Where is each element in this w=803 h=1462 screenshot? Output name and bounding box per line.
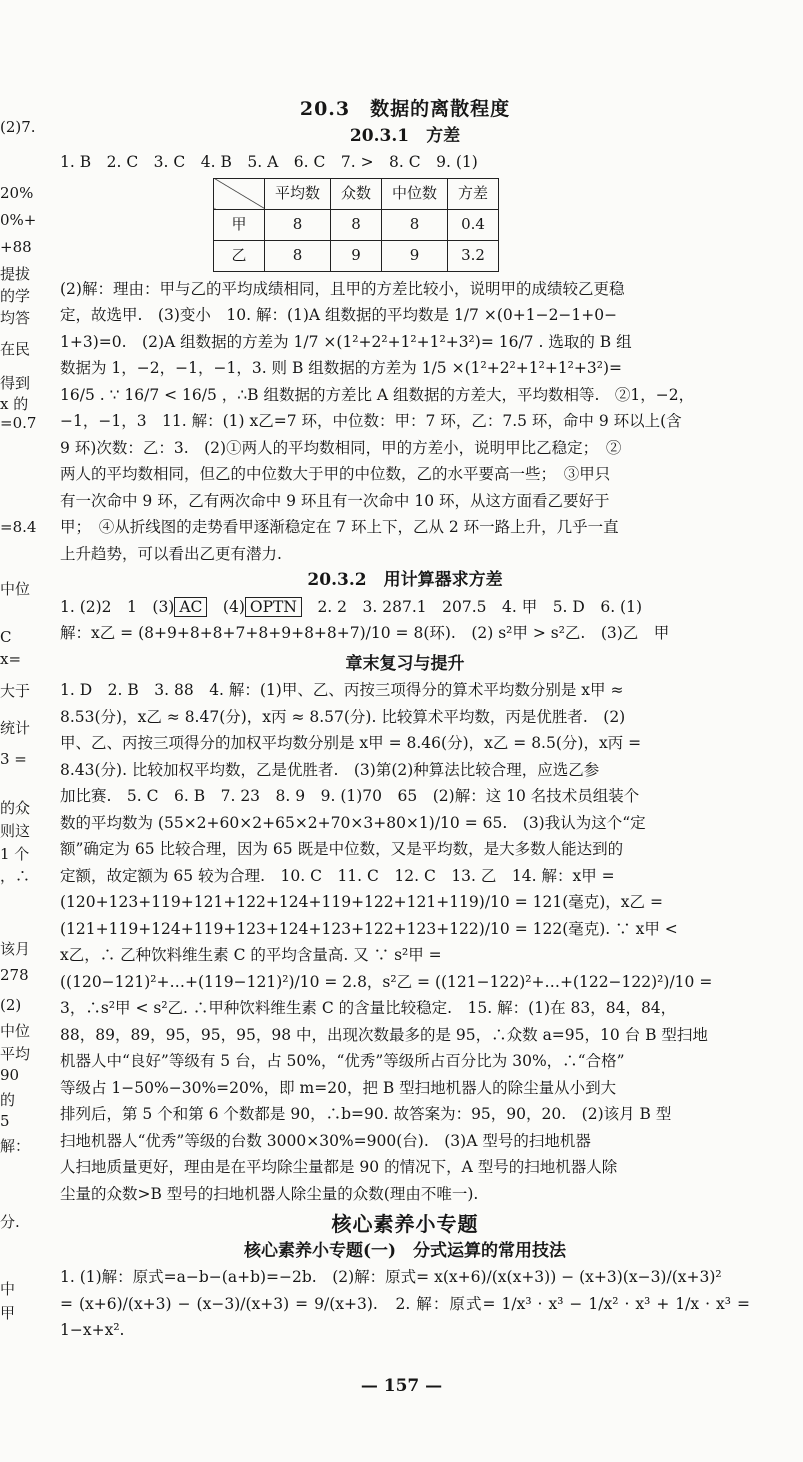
text-line: 两人的平均数相同，但乙的中位数大于甲的中位数，乙的水平要高一些； ③甲只 (60, 465, 611, 483)
margin-fragment: 20% (0, 184, 34, 202)
text-line: x乙，∴ 乙种饮料维生素 C 的平均含量高. 又 ∵ s²甲 = (60, 946, 442, 964)
table-row-label: 乙 (214, 240, 265, 271)
text-line: 1+3)=0. (2)A 组数据的方差为 1/7 ×(1²+2²+1²+1²+3²)= 16/7 . 选取的 B 组 (60, 332, 632, 351)
section-title: 20.3 数据的离散程度 (299, 98, 511, 120)
review-solution-block (60, 677, 750, 1207)
table-cell: 9 (331, 240, 382, 271)
left-margin-fragments (0, 0, 46, 1462)
margin-fragment: 0%+ (0, 211, 37, 229)
text-line: 人扫地质量更好，理由是在平均除尘量都是 90 的情况下，A 型号的扫地机器人除 (60, 1158, 618, 1176)
text-line: 额”确定为 65 比较合理，因为 65 既是中位数，又是平均数，是大多数人能达到的 (60, 840, 624, 858)
core-subsection-title: 核心素养小专题(一) 分式运算的常用技法 (243, 1240, 567, 1261)
margin-fragment: 5 (0, 1112, 10, 1130)
margin-fragment: 解： (0, 1137, 31, 1155)
subsection-variance-title: 20.3.1 方差 (349, 125, 461, 146)
text-line: 等级占 1−50%−30%=20%，即 m=20，把 B 型扫地机器人的除尘量从小到大 (60, 1078, 617, 1097)
answer-text: (4) (207, 597, 245, 616)
text-line: (2)解：理由：甲与乙的平均成绩相同，且甲的方差比较小，说明甲的成绩较乙更稳 (60, 279, 625, 298)
text-line: 数的平均数为 (55×2+60×2+65×2+70×3+80×1)/10 = 65. (3)我认为这个“定 (60, 813, 646, 832)
text-line: 甲； ④从折线图的走势看甲逐渐稳定在 7 环上下，乙从 2 环一路上升，几乎一直 (60, 518, 619, 536)
table-cell: 3.2 (448, 240, 499, 271)
calculator-key-ac: AC (174, 597, 207, 617)
text-line: 数据为 1，−2，−1，−1，3. 则 B 组数据的方差为 1/5 ×(1²+2²+1²+1²+3²)= (60, 359, 622, 377)
margin-fragment: 大于 (0, 682, 31, 700)
table-row (214, 240, 499, 271)
margin-fragment: x= (0, 650, 22, 668)
margin-fragment: 该月 (0, 940, 31, 958)
table-row-label: 甲 (214, 209, 265, 240)
text-line: −1，−1，3 11. 解：(1) x乙=7 环，中位数：甲：7 环，乙：7.5 环，命中 9 环以上(含 (60, 412, 682, 430)
margin-fragment: 统计 (0, 719, 31, 737)
table-corner-cell (214, 178, 265, 209)
review-section-title: 章末复习与提升 (345, 653, 465, 674)
text-line: = (x+6)/(x+3) − (x−3)/(x+3) = 9/(x+3). 2. 解：原式= 1/x³ · x³ − 1/x² · x³ + 1/x · x³ = 1−x+x². (60, 1294, 750, 1339)
margin-fragment: 则这 (0, 822, 31, 840)
text-line: 3，∴s²甲 < s²乙. ∴甲种饮料维生素 C 的含量比较稳定. 15. 解：(1)在 83，84，84， (60, 999, 677, 1017)
margin-fragment: 278 (0, 966, 29, 984)
table-row (214, 209, 499, 240)
margin-fragment: (2) (0, 996, 22, 1014)
calculator-key-optn: OPTN (245, 597, 302, 617)
text-line: 8.43(分). 比较加权平均数，乙是优胜者. (3)第(2)种算法比较合理，应选乙参 (60, 760, 600, 779)
text-line: 8.53(分)，x乙 ≈ 8.47(分)，x丙 ≈ 8.57(分). 比较算术平均数，丙是优胜者. (2) (60, 707, 626, 726)
text-line: 尘量的众数>B 型号的扫地机器人除尘量的众数(理由不唯一). (60, 1184, 479, 1203)
text-line: 88，89，89，95，95，95，98 中，出现次数最多的是 95，∴众数 a=95，10 台 B 型扫地 (60, 1025, 708, 1044)
margin-fragment: 在民 (0, 340, 31, 358)
answers-line (60, 594, 750, 621)
answer-text: 1. (2)2 1 (3) (60, 597, 175, 616)
text-line: 定额，故定额为 65 较为合理. 10. C 11. C 12. C 13. 乙 14. 解：x甲 = (60, 866, 615, 885)
margin-fragment: (2)7. (0, 118, 36, 136)
margin-fragment: +88 (0, 238, 32, 256)
table-header-row (214, 178, 499, 209)
margin-fragment: x 的 (0, 395, 29, 413)
text-line: (121+119+124+119+123+124+123+122+123+122)/10 = 122(毫克). ∵ x甲 < (60, 919, 678, 938)
margin-fragment: 平均 (0, 1045, 31, 1063)
text-line: 16/5 . ∵ 16/7 < 16/5 ，∴B 组数据的方差比 A 组数据的方差大，平均数相等. ②1，−2， (60, 385, 695, 404)
margin-fragment: =0.7 (0, 414, 37, 432)
statistics-table (213, 178, 499, 272)
table-cell: 8 (382, 209, 448, 240)
answer-text: 2. 2 3. 287.1 207.5 4. 甲 5. D 6. (1) (301, 597, 643, 616)
text-line: 扫地机器人“优秀”等级的台数 3000×30%=900(台). (3)A 型号的扫地机器 (60, 1131, 591, 1150)
main-content (60, 0, 750, 1344)
table-cell: 9 (382, 240, 448, 271)
core-solution-block (60, 1264, 750, 1344)
text-line: 甲、乙、丙按三项得分的加权平均数分别是 x甲 = 8.46(分)，x乙 = 8.5(分)，x丙 = (60, 734, 642, 752)
margin-fragment: 得到 (0, 374, 31, 392)
text-line: 有一次命中 9 环，乙有两次命中 9 环且有一次命中 10 环，从这方面看乙要好于 (60, 491, 610, 510)
margin-fragment: 的 (0, 1091, 16, 1109)
text-line: 上升趋势，可以看出乙更有潜力. (60, 544, 282, 563)
table-header-cell: 平均数 (265, 178, 331, 209)
text-line: ((120−121)²+…+(119−121)²)/10 = 2.8，s²乙 = ((121−122)²+…+(122−122)²)/10 = (60, 972, 713, 991)
margin-fragment: 中 (0, 1280, 16, 1298)
text-line: 排列后，第 5 个和第 6 个数都是 90，∴b=90. 故答案为：95，90，20. (2)该月 B 型 (60, 1105, 672, 1123)
margin-fragment: 均答 (0, 309, 31, 327)
text-line: 1. (1)解：原式=a−b−(a+b)=−2b. (2)解：原式= x(x+6)/(x(x+3)) − (x+3)(x−3)/(x+3)² (60, 1268, 722, 1286)
text-line: (120+123+119+121+122+124+119+122+121+119)/10 = 121(毫克)，x乙 = (60, 893, 663, 911)
text-line: 定，故选甲. (3)变小 10. 解：(1)A 组数据的平均数是 1/7 ×(0+1−2−1+0− (60, 306, 618, 324)
table-header-cell: 方差 (448, 178, 499, 209)
subsection-calculator-title: 20.3.2 用计算器求方差 (307, 570, 503, 590)
margin-fragment: 90 (0, 1066, 20, 1084)
margin-fragment: 1 个 (0, 845, 30, 863)
text-line: 加比赛. 5. C 6. B 7. 23 8. 9 9. (1)70 65 (2)解：这 10 名技术员组装个 (60, 787, 640, 805)
table-cell: 8 (265, 209, 331, 240)
answers-line: 1. B 2. C 3. C 4. B 5. A 6. C 7. > 8. C 9. (1) (60, 153, 478, 171)
variance-solution-block (60, 276, 750, 568)
answers-line: 解：x乙 = (8+9+8+8+7+8+9+8+8+7)/10 = 8(环). (2) s²甲 > s²乙. (3)乙 甲 (60, 624, 670, 642)
margin-fragment: 分. (0, 1213, 20, 1231)
margin-fragment: ，∴ (0, 867, 31, 885)
table-header-cell: 中位数 (382, 178, 448, 209)
margin-fragment: 3 = (0, 750, 27, 768)
margin-fragment: 提拔 (0, 265, 31, 283)
margin-fragment: C (0, 628, 12, 646)
table-header-cell: 众数 (331, 178, 382, 209)
table-cell: 0.4 (448, 209, 499, 240)
margin-fragment: 的学 (0, 287, 31, 305)
margin-fragment: 中位 (0, 580, 31, 598)
margin-fragment: 的众 (0, 799, 31, 817)
table-cell: 8 (265, 240, 331, 271)
text-line: 9 环)次数：乙：3. (2)①两人的平均数相同，甲的方差小，说明甲比乙稳定； ② (60, 438, 622, 457)
page-number: — 157 — (360, 1376, 443, 1396)
core-section-title: 核心素养小专题 (331, 1212, 479, 1236)
table-cell: 8 (331, 209, 382, 240)
margin-fragment: =8.4 (0, 518, 37, 536)
margin-fragment: 甲 (0, 1304, 16, 1322)
text-line: 1. D 2. B 3. 88 4. 解：(1)甲、乙、丙按三项得分的算术平均数分别是 x甲 ≈ (60, 681, 624, 699)
margin-fragment: 中位 (0, 1022, 31, 1040)
text-line: 机器人中“良好”等级有 5 台，占 50%，“优秀”等级所占百分比为 30%，∴“合格” (60, 1052, 625, 1070)
